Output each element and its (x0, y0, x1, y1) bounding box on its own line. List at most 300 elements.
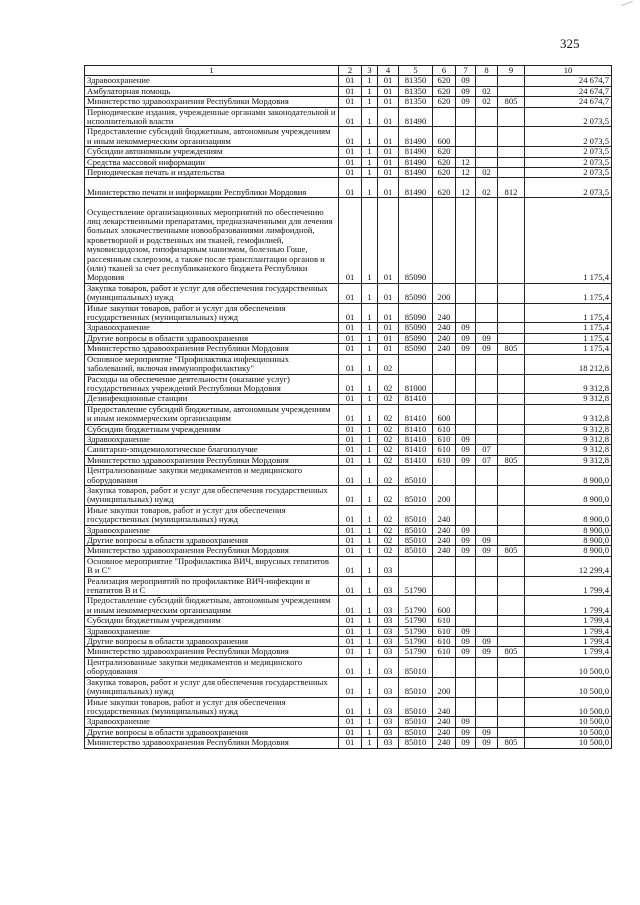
cell-amount: 1 175,4 (525, 303, 612, 323)
cell-code-6: 620 (433, 157, 456, 167)
cell-code-9 (498, 303, 525, 323)
cell-code-6 (433, 394, 456, 404)
cell-code-5: 81490 (399, 107, 433, 127)
cell-code-9 (498, 525, 525, 535)
cell-code-5: 85090 (399, 333, 433, 343)
cell-code-3: 1 (362, 525, 378, 535)
cell-amount: 1 799,4 (525, 616, 612, 626)
cell-code-8 (476, 556, 498, 576)
cell-code-3: 1 (362, 157, 378, 167)
cell-code-3: 1 (362, 394, 378, 404)
cell-code-5: 51790 (399, 647, 433, 657)
cell-amount: 9 312,8 (525, 434, 612, 444)
cell-code-6: 200 (433, 283, 456, 303)
cell-code-8 (476, 616, 498, 626)
cell-name: Предоставление субсидий бюджетным, автономным учреждениям и иным некоммерческим организациям (85, 127, 339, 147)
cell-code-6: 610 (433, 434, 456, 444)
cell-code-8 (476, 157, 498, 167)
cell-code-9 (498, 333, 525, 343)
cell-code-7 (456, 596, 476, 616)
cell-code-8 (476, 107, 498, 127)
cell-name: Здравоохранение (85, 525, 339, 535)
cell-code-8 (476, 394, 498, 404)
table-row (85, 157, 612, 167)
cell-code-4: 02 (378, 445, 399, 455)
cell-code-6 (433, 198, 456, 284)
cell-name: Иные закупки товаров, работ и услуг для обеспечения государственных (муниципальных) нужд (85, 697, 339, 717)
cell-code-4: 03 (378, 697, 399, 717)
cell-code-6: 240 (433, 333, 456, 343)
cell-code-9 (498, 127, 525, 147)
cell-name: Другие вопросы в области здравоохранения (85, 637, 339, 647)
cell-code-4: 03 (378, 717, 399, 727)
cell-code-7 (456, 107, 476, 127)
cell-name: Санитарно-эпидемиологическое благополучие (85, 445, 339, 455)
cell-amount: 2 073,5 (525, 147, 612, 157)
cell-code-8 (476, 76, 498, 86)
cell-code-3: 1 (362, 168, 378, 178)
scan-mark (621, 1, 633, 6)
cell-code-2: 01 (339, 525, 362, 535)
cell-amount: 9 312,8 (525, 374, 612, 394)
cell-code-4: 02 (378, 505, 399, 525)
cell-code-8 (476, 697, 498, 717)
cell-code-5 (399, 556, 433, 576)
cell-code-4: 03 (378, 576, 399, 596)
cell-code-4: 03 (378, 727, 399, 737)
cell-name: Министерство здравоохранения Республики Мордовия (85, 455, 339, 465)
cell-code-7: 12 (456, 168, 476, 178)
cell-code-9 (498, 434, 525, 444)
cell-code-4: 03 (378, 738, 399, 748)
table-body (85, 76, 612, 748)
cell-code-6: 600 (433, 127, 456, 147)
cell-code-5: 85010 (399, 485, 433, 505)
cell-code-9 (498, 86, 525, 96)
cell-code-5: 85090 (399, 283, 433, 303)
table-row (85, 86, 612, 96)
cell-amount: 10 500,0 (525, 738, 612, 748)
cell-code-3: 1 (362, 546, 378, 556)
cell-amount: 10 500,0 (525, 727, 612, 737)
cell-code-2: 01 (339, 424, 362, 434)
cell-amount: 1 799,4 (525, 576, 612, 596)
cell-code-8: 09 (476, 344, 498, 354)
cell-name: Закупка товаров, работ и услуг для обеспечения государственных (муниципальных) нужд (85, 283, 339, 303)
page-number: 325 (560, 36, 580, 51)
cell-code-5: 51790 (399, 637, 433, 647)
table-row (85, 637, 612, 647)
table-row (85, 97, 612, 107)
cell-code-7: 09 (456, 344, 476, 354)
cell-code-4: 01 (378, 168, 399, 178)
cell-code-2: 01 (339, 445, 362, 455)
cell-name: Предоставление субсидий бюджетным, автономным учреждениям и иным некоммерческим организациям (85, 404, 339, 424)
cell-amount: 8 900,0 (525, 485, 612, 505)
cell-amount: 1 799,4 (525, 626, 612, 636)
cell-code-4: 02 (378, 394, 399, 404)
cell-code-9: 805 (498, 344, 525, 354)
cell-code-5: 85010 (399, 717, 433, 727)
cell-amount: 8 900,0 (525, 505, 612, 525)
cell-code-7 (456, 354, 476, 374)
cell-code-8: 02 (476, 178, 498, 198)
cell-amount: 2 073,5 (525, 107, 612, 127)
cell-amount: 2 073,5 (525, 127, 612, 147)
cell-code-8 (476, 485, 498, 505)
cell-code-4: 02 (378, 466, 399, 486)
cell-code-6: 620 (433, 86, 456, 96)
cell-code-9 (498, 424, 525, 434)
cell-code-3: 1 (362, 637, 378, 647)
cell-code-5: 85090 (399, 198, 433, 284)
cell-code-5: 81410 (399, 424, 433, 434)
cell-code-5: 81350 (399, 97, 433, 107)
cell-code-6: 240 (433, 717, 456, 727)
cell-code-7 (456, 283, 476, 303)
cell-code-5: 51790 (399, 626, 433, 636)
cell-code-2: 01 (339, 107, 362, 127)
cell-code-3: 1 (362, 596, 378, 616)
table-row (85, 198, 612, 284)
cell-code-8 (476, 354, 498, 374)
cell-code-6: 240 (433, 525, 456, 535)
cell-code-7: 09 (456, 546, 476, 556)
cell-code-6 (433, 466, 456, 486)
cell-code-2: 01 (339, 505, 362, 525)
cell-code-4: 01 (378, 127, 399, 147)
cell-code-7 (456, 616, 476, 626)
cell-code-8 (476, 434, 498, 444)
cell-name: Здравоохранение (85, 626, 339, 636)
table-row (85, 76, 612, 86)
cell-code-8 (476, 303, 498, 323)
cell-code-5: 81410 (399, 394, 433, 404)
cell-amount: 2 073,5 (525, 178, 612, 198)
cell-code-5: 81350 (399, 86, 433, 96)
cell-code-2: 01 (339, 303, 362, 323)
cell-code-3: 1 (362, 323, 378, 333)
cell-code-4: 02 (378, 455, 399, 465)
cell-name: Централизованные закупки медикаментов и медицинского оборудования (85, 466, 339, 486)
cell-code-9 (498, 394, 525, 404)
table-row (85, 445, 612, 455)
cell-name: Другие вопросы в области здравоохранения (85, 333, 339, 343)
cell-code-4: 01 (378, 198, 399, 284)
cell-code-2: 01 (339, 354, 362, 374)
cell-code-4: 02 (378, 536, 399, 546)
cell-code-6: 240 (433, 323, 456, 333)
cell-code-6: 240 (433, 727, 456, 737)
budget-table (84, 65, 612, 749)
cell-name: Другие вопросы в области здравоохранения (85, 536, 339, 546)
cell-code-4: 03 (378, 596, 399, 616)
cell-code-8 (476, 283, 498, 303)
cell-name: Централизованные закупки медикаментов и медицинского оборудования (85, 657, 339, 677)
cell-name: Осуществление организационных мероприятий по обеспечению лиц лекарственными препаратами, предназначенными для лечения больных злокачественными новообразованиями лимфоидной, кроветворной и родственных им тканей, гемофилией, муковисцидозом, гипофизарным нанизмом, болезнью Гоше, рассеянным склерозом, а также после трансплантации органов и (или) тканей за счет республиканского бюджета Республики Мордовия (85, 198, 339, 284)
cell-code-4: 01 (378, 86, 399, 96)
cell-code-6: 240 (433, 505, 456, 525)
cell-amount: 2 073,5 (525, 157, 612, 167)
cell-name: Здравоохранение (85, 717, 339, 727)
table-row (85, 283, 612, 303)
cell-code-8: 09 (476, 333, 498, 343)
table-row (85, 556, 612, 576)
cell-code-9 (498, 677, 525, 697)
cell-name: Другие вопросы в области здравоохранения (85, 727, 339, 737)
cell-code-3: 1 (362, 717, 378, 727)
cell-code-9 (498, 536, 525, 546)
cell-code-2: 01 (339, 434, 362, 444)
table-row (85, 107, 612, 127)
cell-code-2: 01 (339, 556, 362, 576)
cell-code-5: 85010 (399, 536, 433, 546)
cell-code-7: 09 (456, 717, 476, 727)
table-row (85, 727, 612, 737)
cell-code-5: 81410 (399, 404, 433, 424)
cell-code-2: 01 (339, 157, 362, 167)
cell-code-3: 1 (362, 344, 378, 354)
cell-code-9 (498, 198, 525, 284)
cell-code-8 (476, 404, 498, 424)
cell-code-3: 1 (362, 354, 378, 374)
header-cell: 9 (498, 66, 525, 76)
cell-code-6: 600 (433, 404, 456, 424)
table-row (85, 434, 612, 444)
cell-code-5: 81490 (399, 127, 433, 147)
cell-code-8 (476, 147, 498, 157)
cell-code-9: 805 (498, 738, 525, 748)
cell-code-3: 1 (362, 657, 378, 677)
cell-code-2: 01 (339, 576, 362, 596)
cell-code-4: 01 (378, 97, 399, 107)
cell-code-3: 1 (362, 445, 378, 455)
cell-code-2: 01 (339, 404, 362, 424)
header-row (85, 66, 612, 76)
header-cell: 7 (456, 66, 476, 76)
cell-code-5: 85090 (399, 323, 433, 333)
cell-name: Закупка товаров, работ и услуг для обеспечения государственных (муниципальных) нужд (85, 485, 339, 505)
cell-name: Предоставление субсидий бюджетным, автономным учреждениям и иным некоммерческим организациям (85, 596, 339, 616)
cell-amount: 1 175,4 (525, 283, 612, 303)
cell-code-9 (498, 727, 525, 737)
cell-name: Министерство здравоохранения Республики Мордовия (85, 738, 339, 748)
cell-code-3: 1 (362, 536, 378, 546)
cell-code-9 (498, 657, 525, 677)
cell-code-8: 09 (476, 727, 498, 737)
cell-code-5: 85010 (399, 727, 433, 737)
cell-code-3: 1 (362, 677, 378, 697)
cell-code-4: 01 (378, 107, 399, 127)
cell-amount: 8 900,0 (525, 466, 612, 486)
cell-code-6: 600 (433, 596, 456, 616)
cell-code-4: 03 (378, 677, 399, 697)
cell-code-3: 1 (362, 76, 378, 86)
cell-code-2: 01 (339, 738, 362, 748)
cell-code-8: 02 (476, 168, 498, 178)
cell-name: Субсидии автономным учреждениям (85, 147, 339, 157)
cell-code-9 (498, 505, 525, 525)
cell-code-7: 09 (456, 76, 476, 86)
cell-code-8 (476, 525, 498, 535)
cell-code-8: 09 (476, 546, 498, 556)
cell-code-5: 81410 (399, 434, 433, 444)
cell-code-5: 85010 (399, 466, 433, 486)
header-cell: 1 (85, 66, 339, 76)
cell-amount: 1 175,4 (525, 333, 612, 343)
cell-code-2: 01 (339, 616, 362, 626)
cell-code-9 (498, 76, 525, 86)
cell-code-5: 81350 (399, 76, 433, 86)
cell-code-5: 51790 (399, 616, 433, 626)
header-cell: 4 (378, 66, 399, 76)
cell-code-7 (456, 374, 476, 394)
cell-code-7: 09 (456, 333, 476, 343)
cell-name: Министерство здравоохранения Республики Мордовия (85, 344, 339, 354)
cell-code-8: 02 (476, 86, 498, 96)
table-row (85, 127, 612, 147)
cell-code-9 (498, 404, 525, 424)
cell-code-6: 610 (433, 445, 456, 455)
cell-code-3: 1 (362, 505, 378, 525)
cell-code-8: 02 (476, 97, 498, 107)
header-cell: 3 (362, 66, 378, 76)
cell-code-7: 12 (456, 178, 476, 198)
table-row (85, 323, 612, 333)
cell-code-5: 81490 (399, 168, 433, 178)
table-row (85, 178, 612, 198)
cell-code-2: 01 (339, 727, 362, 737)
cell-code-3: 1 (362, 647, 378, 657)
cell-code-2: 01 (339, 198, 362, 284)
cell-code-5: 81490 (399, 157, 433, 167)
cell-code-2: 01 (339, 147, 362, 157)
cell-amount: 10 500,0 (525, 677, 612, 697)
cell-code-3: 1 (362, 97, 378, 107)
table-row (85, 333, 612, 343)
cell-code-3: 1 (362, 424, 378, 434)
cell-amount: 1 799,4 (525, 647, 612, 657)
cell-code-5: 81000 (399, 374, 433, 394)
cell-code-9: 805 (498, 647, 525, 657)
table-row (85, 344, 612, 354)
cell-code-4: 01 (378, 147, 399, 157)
table-row (85, 536, 612, 546)
header-cell: 2 (339, 66, 362, 76)
table-row (85, 404, 612, 424)
cell-code-4: 01 (378, 303, 399, 323)
cell-code-6 (433, 107, 456, 127)
cell-code-5: 85010 (399, 546, 433, 556)
cell-amount: 10 500,0 (525, 657, 612, 677)
cell-code-4: 02 (378, 546, 399, 556)
cell-name: Дезинфекционные станции (85, 394, 339, 404)
cell-code-2: 01 (339, 344, 362, 354)
cell-code-4: 03 (378, 626, 399, 636)
table-row (85, 424, 612, 434)
cell-code-7 (456, 657, 476, 677)
cell-code-6: 240 (433, 303, 456, 323)
cell-code-2: 01 (339, 637, 362, 647)
cell-code-2: 01 (339, 647, 362, 657)
cell-code-7 (456, 394, 476, 404)
table-row (85, 657, 612, 677)
cell-code-3: 1 (362, 616, 378, 626)
table-row (85, 697, 612, 717)
cell-code-4: 02 (378, 374, 399, 394)
cell-code-2: 01 (339, 485, 362, 505)
cell-code-9: 812 (498, 178, 525, 198)
cell-code-3: 1 (362, 333, 378, 343)
cell-code-2: 01 (339, 374, 362, 394)
cell-code-8: 07 (476, 455, 498, 465)
cell-name: Реализация мероприятий по профилактике ВИЧ-инфекции и гепатитов В и С (85, 576, 339, 596)
cell-code-7: 09 (456, 434, 476, 444)
cell-amount: 1 175,4 (525, 198, 612, 284)
cell-amount: 1 175,4 (525, 323, 612, 333)
cell-code-7 (456, 147, 476, 157)
cell-code-6: 620 (433, 178, 456, 198)
cell-code-5: 85010 (399, 505, 433, 525)
cell-code-5: 85010 (399, 525, 433, 535)
cell-code-9 (498, 157, 525, 167)
cell-code-7 (456, 424, 476, 434)
cell-code-9 (498, 445, 525, 455)
cell-code-2: 01 (339, 466, 362, 486)
cell-name: Субсидии бюджетным учреждениям (85, 424, 339, 434)
cell-code-2: 01 (339, 626, 362, 636)
cell-code-3: 1 (362, 127, 378, 147)
cell-amount: 9 312,8 (525, 445, 612, 455)
cell-amount: 1 799,4 (525, 596, 612, 616)
cell-code-6 (433, 374, 456, 394)
cell-code-3: 1 (362, 466, 378, 486)
cell-code-7 (456, 556, 476, 576)
cell-code-6: 620 (433, 147, 456, 157)
cell-code-6: 240 (433, 546, 456, 556)
cell-code-2: 01 (339, 283, 362, 303)
table-row (85, 303, 612, 323)
cell-code-2: 01 (339, 86, 362, 96)
table-row (85, 677, 612, 697)
header-cell: 8 (476, 66, 498, 76)
cell-code-7: 09 (456, 445, 476, 455)
cell-code-4: 03 (378, 647, 399, 657)
cell-code-3: 1 (362, 404, 378, 424)
cell-code-3: 1 (362, 283, 378, 303)
cell-code-9 (498, 717, 525, 727)
cell-code-4: 03 (378, 556, 399, 576)
cell-name: Здравоохранение (85, 434, 339, 444)
cell-code-5: 85010 (399, 677, 433, 697)
cell-name: Периодическая печать и издательства (85, 168, 339, 178)
cell-code-9: 805 (498, 455, 525, 465)
cell-code-3: 1 (362, 107, 378, 127)
cell-code-8 (476, 626, 498, 636)
cell-name: Министерство здравоохранения Республики Мордовия (85, 546, 339, 556)
cell-code-7 (456, 466, 476, 486)
cell-code-4: 03 (378, 616, 399, 626)
cell-code-6: 200 (433, 485, 456, 505)
cell-code-4: 01 (378, 344, 399, 354)
cell-amount: 10 500,0 (525, 697, 612, 717)
cell-amount: 1 799,4 (525, 637, 612, 647)
cell-code-8 (476, 466, 498, 486)
cell-code-4: 02 (378, 424, 399, 434)
cell-code-7 (456, 697, 476, 717)
cell-code-6 (433, 556, 456, 576)
cell-name: Иные закупки товаров, работ и услуг для обеспечения государственных (муниципальных) нужд (85, 303, 339, 323)
